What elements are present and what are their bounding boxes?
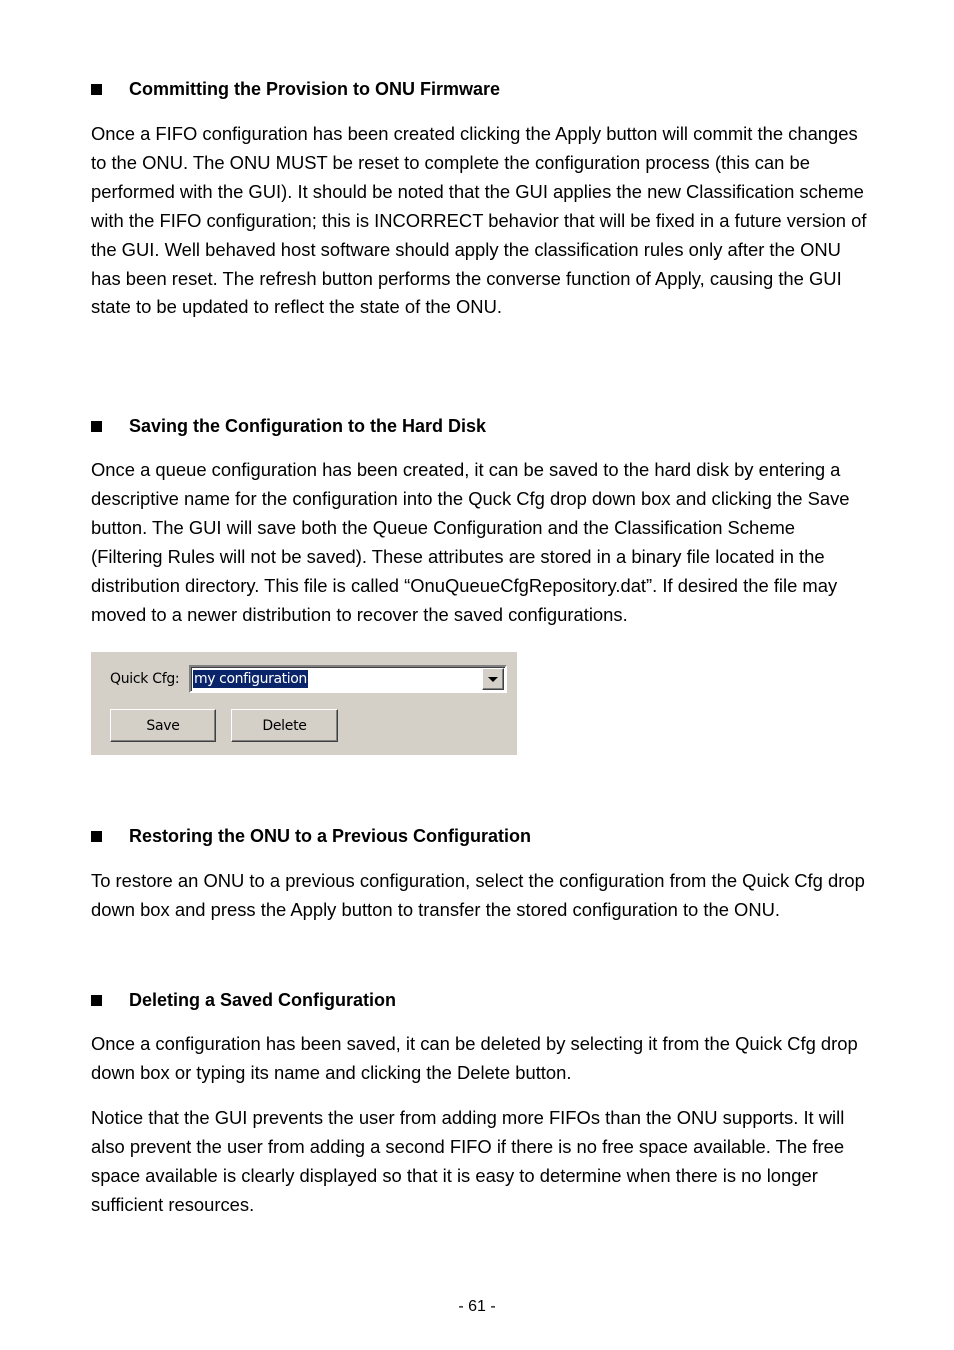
paragraph-committing: Once a FIFO configuration has been created clicking the Apply button will commit the changes to the ONU. The ONU MUST be reset to complete the configuration process (this can be performed with the GUI). It should be noted that the GUI applies the new Classification scheme with the FIFO configuration; this is INCORRECT behavior that will be fixed in a future version of the GUI. Well behaved host software should apply the classification rules only after the ONU has been reset. The refresh button performs the converse function of Apply, causing the GUI state to be updated to reflect the state of the ONU.: [91, 123, 867, 318]
section-heading-restoring: [91, 825, 531, 847]
section-heading-saving: [91, 415, 486, 437]
square-bullet-icon: [91, 421, 102, 432]
quick-cfg-panel: [91, 652, 517, 755]
section-heading-text: Restoring the ONU to a Previous Configuration: [129, 826, 532, 846]
paragraph-deleting: Once a configuration has been saved, it can be deleted by selecting it from the Quick Cfg drop down box or typing its name and clicking the Delete button.: [91, 1033, 858, 1083]
quick-cfg-label: Quick Cfg:: [110, 671, 180, 687]
section-heading-text: Deleting a Saved Configuration: [129, 990, 397, 1010]
square-bullet-icon: [91, 84, 102, 95]
delete-button[interactable]: Delete: [231, 709, 338, 742]
section-heading-deleting: [91, 989, 396, 1011]
section-heading-committing: [91, 78, 500, 100]
square-bullet-icon: [91, 831, 102, 842]
paragraph-saving: Once a queue configuration has been created, it can be saved to the hard disk by entering a descriptive name for the configuration into the Quck Cfg drop down box and clicking the Save button. The GUI will save both the Queue Configuration and the Classification Scheme (Filtering Rules will not be saved). These attributes are stored in a binary file located in the distribution directory. This file is called “OnuQueueCfgRepository.dat”. If desired the file may moved to a newer distribution to recover the saved configurations.: [91, 459, 850, 625]
paragraph-restoring: To restore an ONU to a previous configuration, select the configuration from the Quick Cfg drop down box and press the Apply button to transfer the stored configuration to the ONU.: [91, 870, 865, 920]
dropdown-arrow-icon[interactable]: [482, 668, 504, 690]
square-bullet-icon: [91, 995, 102, 1006]
paragraph-notice: Notice that the GUI prevents the user from adding more FIFOs than the ONU supports. It will also prevent the user from adding a second FIFO if there is no free space available. The free space available is clearly displayed so that it is easy to determine when there is no longer sufficient resources.: [91, 1107, 845, 1215]
quick-cfg-dropdown[interactable]: [189, 665, 507, 693]
quick-cfg-selected-value: my configuration: [194, 671, 307, 687]
section-heading-text: Committing the Provision to ONU Firmware: [129, 79, 501, 99]
section-heading-text: Saving the Configuration to the Hard Disk: [129, 416, 487, 436]
page-number: - 61 -: [458, 1298, 496, 1315]
save-button[interactable]: Save: [110, 709, 216, 742]
